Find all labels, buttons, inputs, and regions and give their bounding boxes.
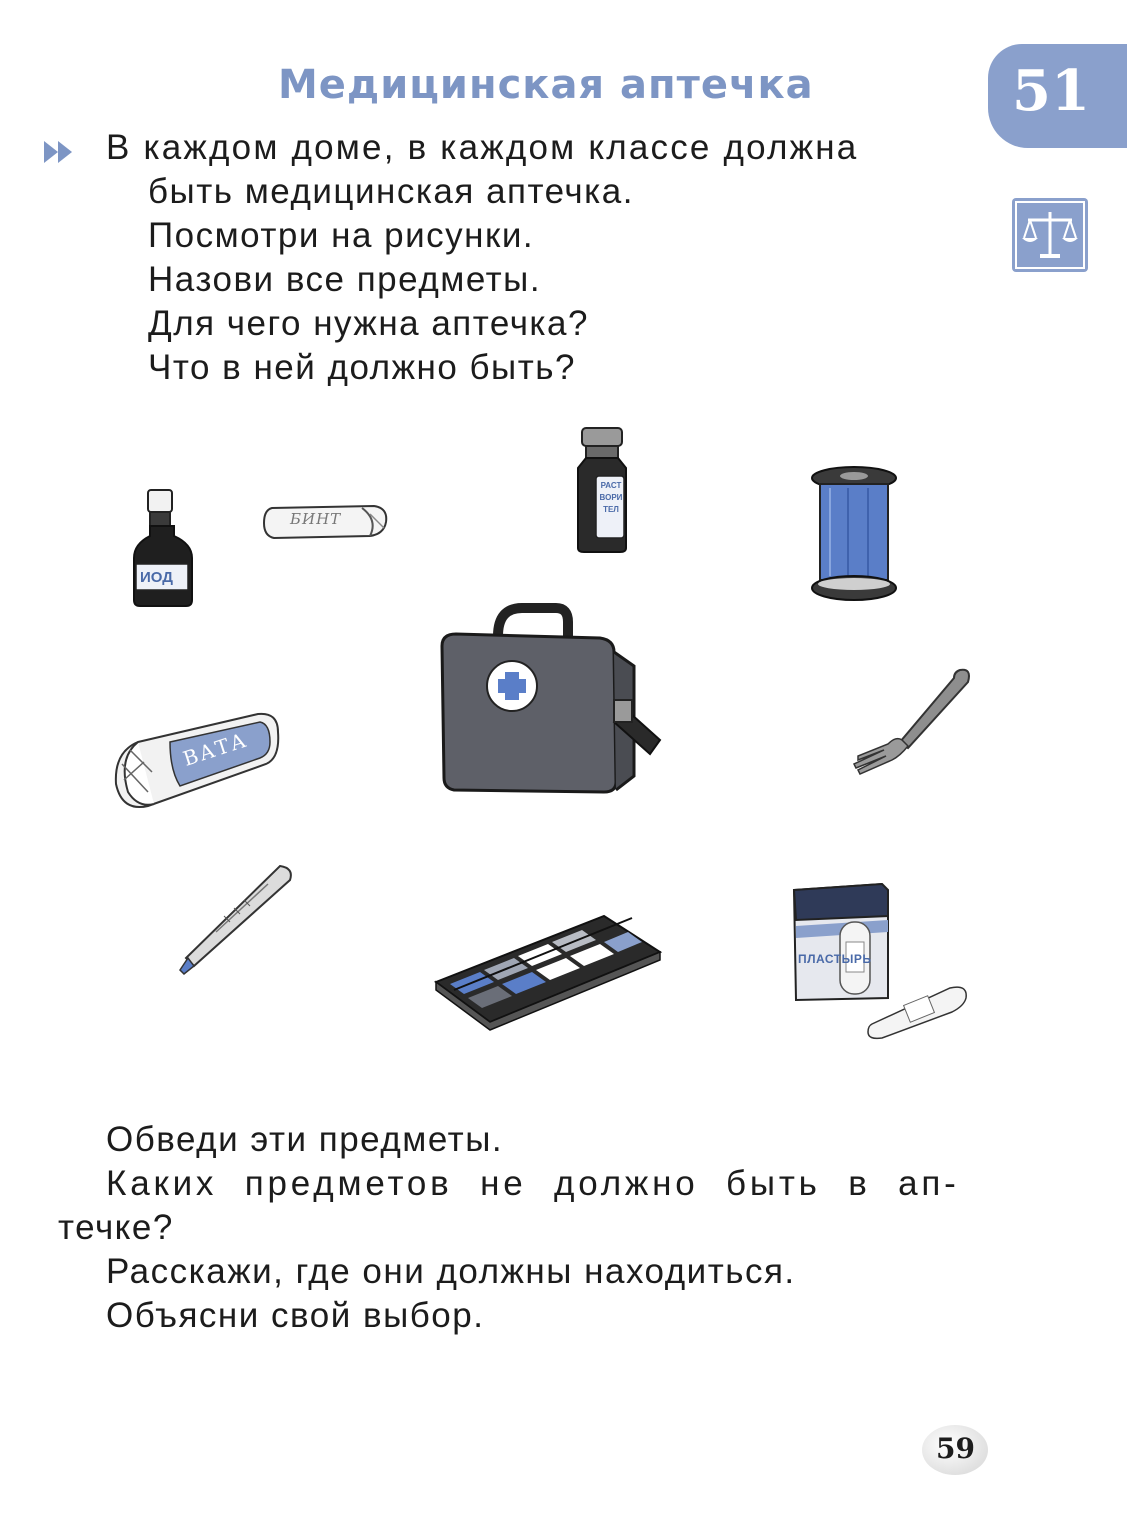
task-line: течке? [58, 1208, 174, 1247]
intro-line: Посмотри на рисунки. [148, 216, 535, 255]
first-aid-bag-picture [438, 600, 670, 801]
iodine-bottle-picture [128, 488, 198, 613]
intro-line: В каждом доме, в каждом классе должна [106, 128, 859, 167]
task-line: Обведи эти предметы. [106, 1120, 504, 1159]
plaster-label: ПЛАСТЫРЬ [798, 952, 872, 966]
plaster-box-picture [788, 880, 974, 1045]
makeup-palette-picture [432, 912, 664, 1041]
fork-picture [852, 664, 974, 793]
intro-line: быть медицинская аптечка. [148, 172, 634, 211]
cotton-wool-label: ВАТА [180, 727, 251, 771]
intro-line: Что в ней должно быть? [148, 348, 576, 387]
intro-line: Назови все предметы. [148, 260, 542, 299]
double-arrow-icon [44, 137, 80, 172]
scales-icon [1012, 198, 1088, 272]
task-line: Каких предметов не должно быть в ап- [106, 1164, 960, 1203]
iodine-label: ИОД [140, 569, 173, 586]
bandage-picture [262, 500, 392, 547]
lesson-number: 51 [1012, 58, 1090, 124]
page-title: Медицинская аптечка [278, 62, 814, 108]
intro-line: Для чего нужна аптечка? [148, 304, 589, 343]
thermometer-picture [172, 862, 298, 983]
page-number: 59 [936, 1432, 975, 1465]
thread-spool-picture [808, 464, 900, 609]
bandage-label: БИНТ [290, 510, 342, 528]
vial-label: РАСТ ВОРИ ТЕЛ [599, 481, 623, 514]
task-line: Расскажи, где они должны находиться. [106, 1252, 796, 1291]
task-line: Объясни свой выбор. [106, 1296, 485, 1335]
cotton-wool-picture [108, 712, 284, 817]
vial-picture [570, 424, 634, 561]
